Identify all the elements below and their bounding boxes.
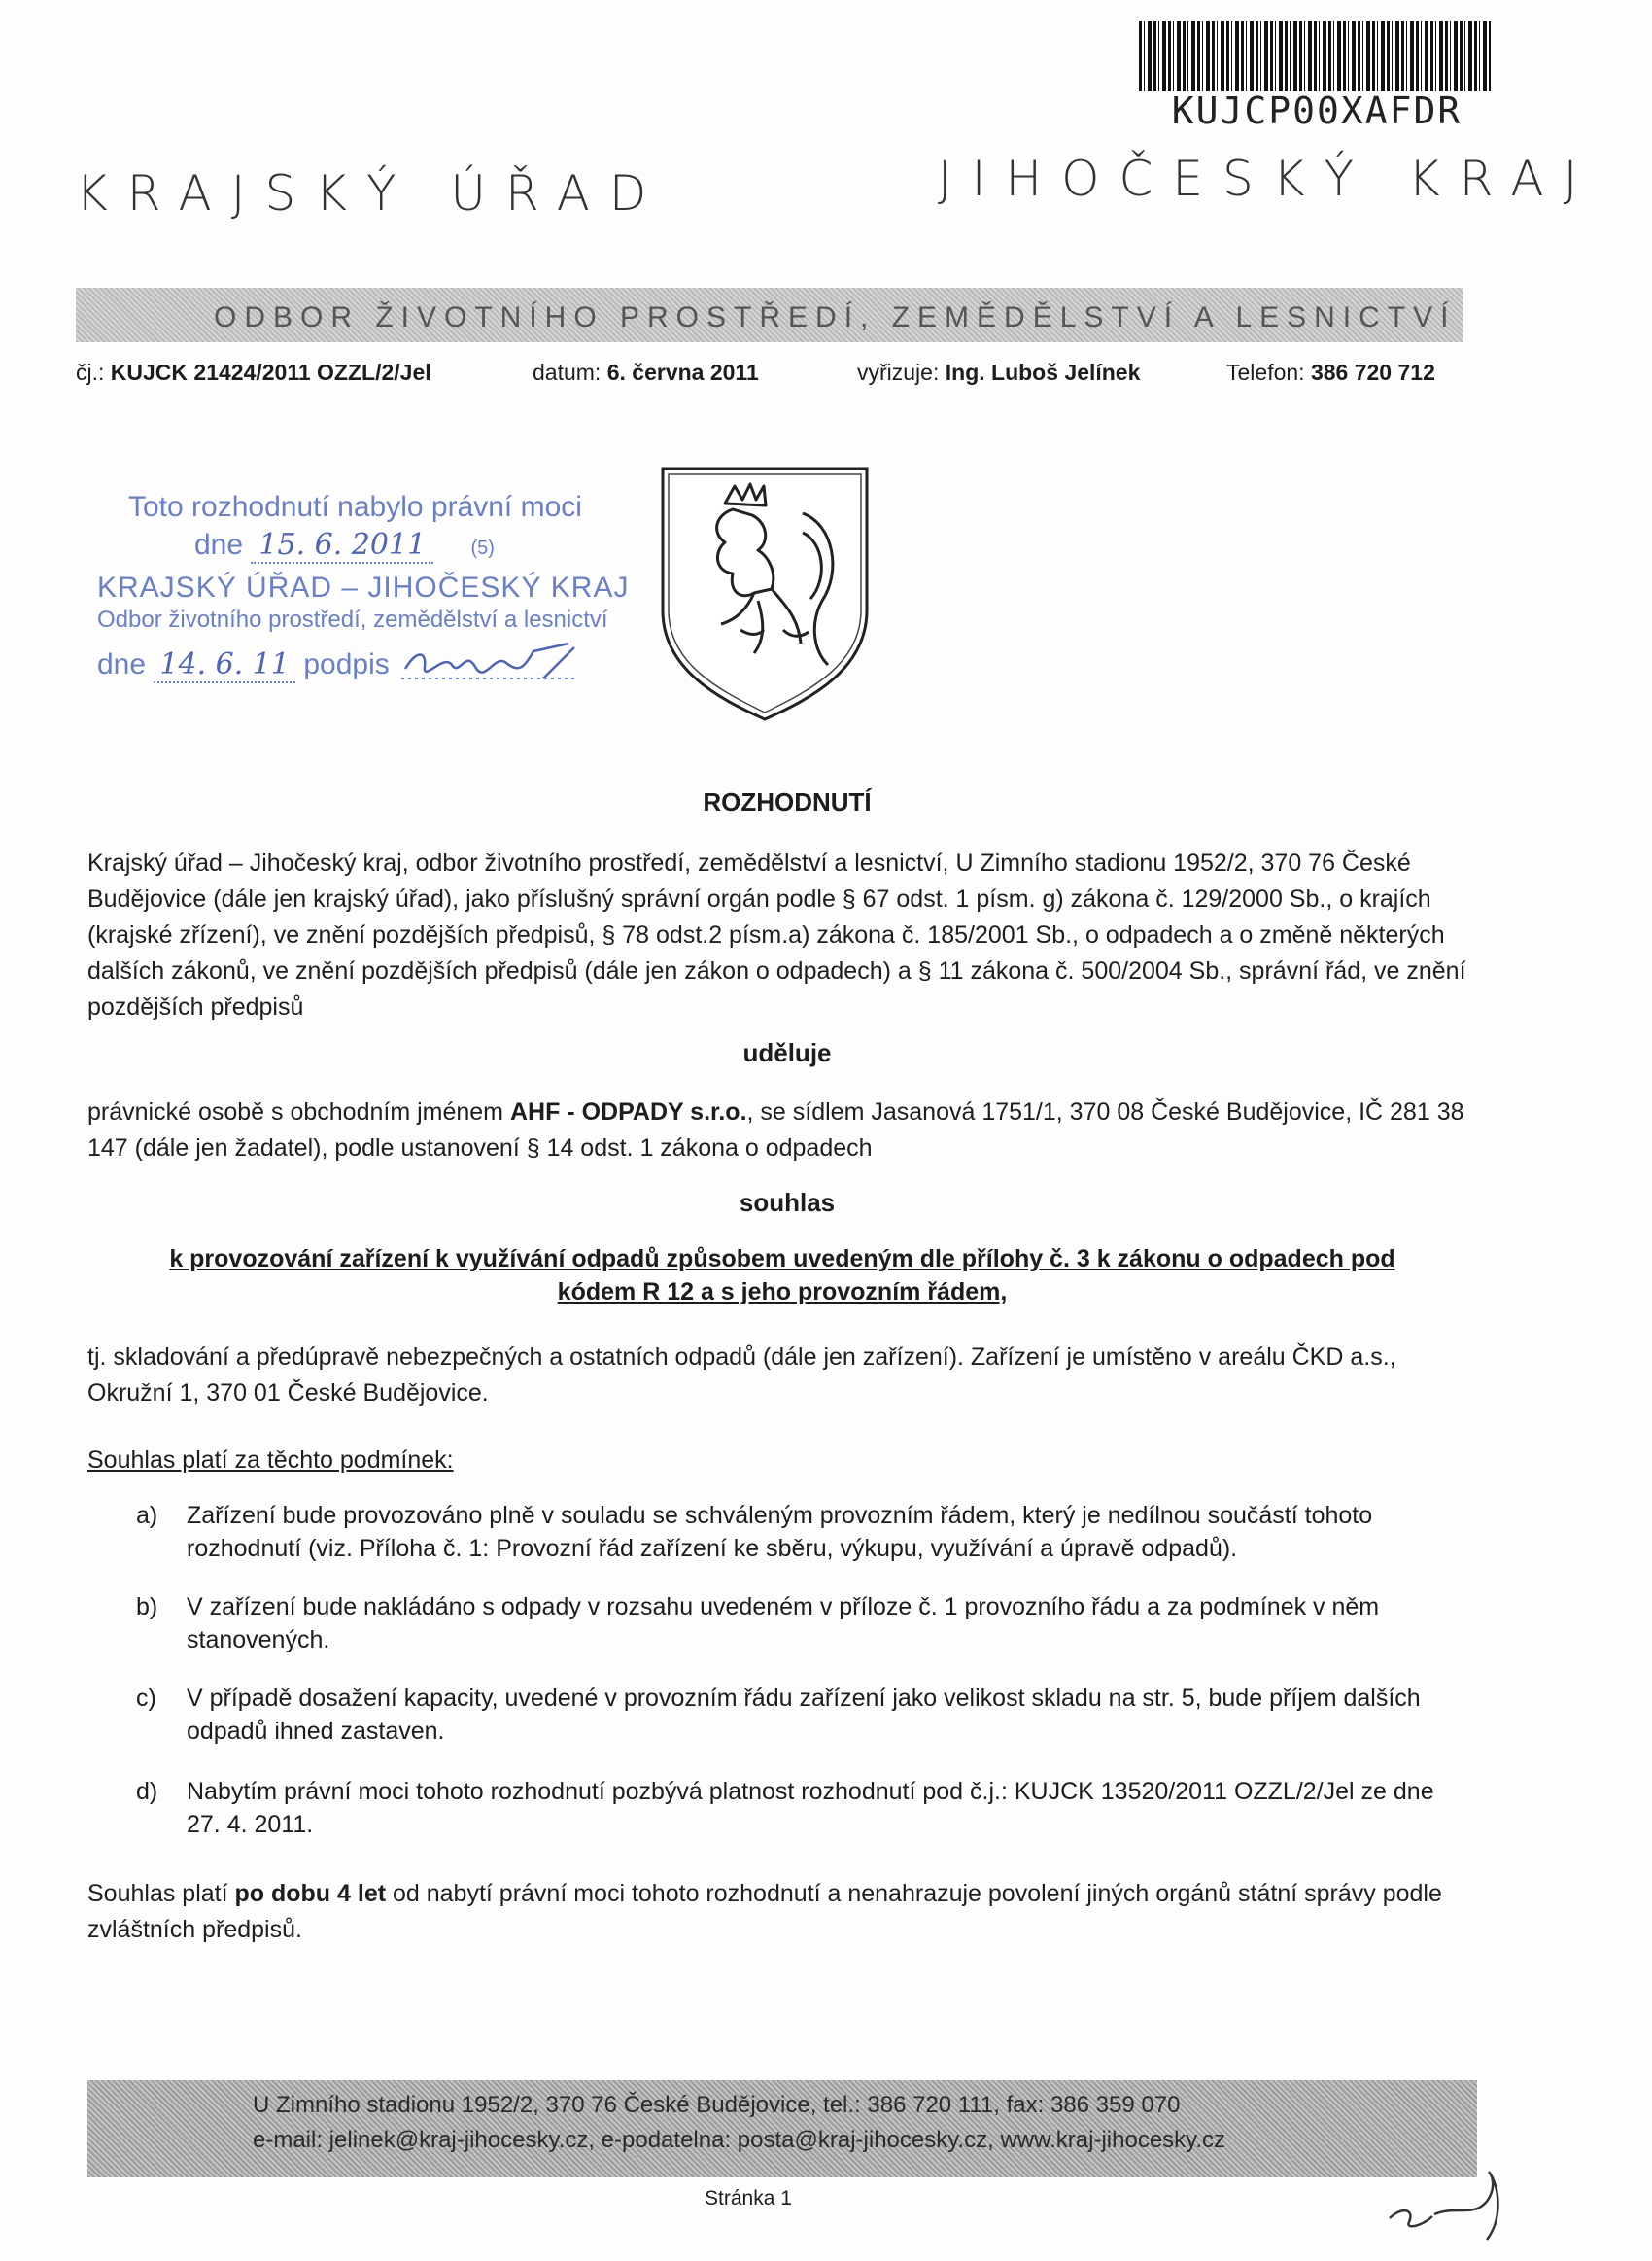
condition-text: Nabytím právní moci tohoto rozhodnutí pozbývá platnost rozhodnutí pod č.j.: KUJCK 13520/2011 OZZL/2/Jel ze dne 27. 4. 2011. [187,1778,1434,1838]
signature-icon [397,640,582,682]
condition-marker: b) [136,1593,158,1620]
stamp-line-2 [194,528,641,562]
reference-label: čj.: [76,360,105,385]
consent-subject-line-2: kódem R 12 a s jeho provozním řádem, [557,1278,1008,1305]
stamp-number: (5) [470,538,495,559]
handler-field [857,360,1140,386]
stamp-line-1: Toto rozhodnutí nabylo právní moci [128,491,582,523]
condition-item [136,1682,1467,1748]
validity-stamp [97,491,641,682]
page-number: Stránka 1 [705,2187,792,2209]
condition-text: V případě dosažení kapacity, uvedené v provozním řádu zařízení jako velikost skladu na str. 5, bude příjem dalších odpadů ihned zastaven. [187,1685,1421,1745]
facility-paragraph: tj. skladování a předúpravě nebezpečných a ostatních odpadů (dále jen zařízení). Zařízení je umístěno v areálu ČKD a.s., Okružní 1, 370 01 České Budějovice. [87,1343,1396,1407]
stamp-date-label: dne [194,529,244,561]
validity-duration: po dobu 4 let [234,1880,387,1907]
validity-prefix: Souhlas platí [87,1880,228,1907]
barcode-code: KUJCP00XAFDR [1171,89,1463,132]
entity-details: , se sídlem Jasanová 1751/1, 370 08 České Budějovice, IČ 281 38 147 (dále jen žadatel), podle ustanovení § 14 odst. 1 zákona o odpadech [87,1098,1464,1162]
stamp-handwritten-date: 15. 6. 2011 [251,528,433,564]
initials-signature-icon [1380,2168,1516,2245]
condition-item [136,1775,1467,1841]
coat-of-arms-icon [657,465,873,723]
stamp-authority: KRAJSKÝ ÚŘAD – JIHOČESKÝ KRAJ [97,572,630,604]
department-name: ODBOR ŽIVOTNÍHO PROSTŘEDÍ, ZEMĚDĚLSTVÍ A LESNICTVÍ [214,301,1457,333]
entity-paragraph [87,1095,1467,1166]
barcode [1139,21,1491,91]
consent-subject [87,1242,1477,1308]
header-region: JIHOČESKÝ KRAJ [938,151,1598,207]
footer-email: e-mail: jelinek@kraj-jihocesky.cz, e-podatelna: posta@kraj-jihocesky.cz, www.kraj-jihocesky.cz [253,2127,1226,2153]
phone-label: Telefon: [1226,360,1305,385]
consent-subject-line-1: k provozování zařízení k využívání odpadů způsobem uvedeným dle přílohy č. 3 k zákonu o odpadech pod [169,1245,1395,1272]
date-value: 6. června 2011 [606,360,759,385]
phone-value: 386 720 712 [1310,360,1435,385]
handler-label: vyřizuje: [857,360,940,385]
conditions-heading: Souhlas platí za těchto podmínek: [87,1446,454,1474]
condition-marker: c) [136,1685,156,1712]
header-authority: KRAJSKÝ ÚŘAD [76,165,667,222]
document-title: ROZHODNUTÍ [703,787,872,817]
condition-text: V zařízení bude nakládáno s odpady v rozsahu uvedeném v příloze č. 1 provozního řádu a za podmínek v něm stanovených. [187,1593,1380,1653]
date-label: datum: [533,360,602,385]
stamp-department: Odbor životního prostředí, zemědělství a lesnictví [97,607,608,633]
stamp-date-label: dne [97,648,147,680]
validity-paragraph [87,1876,1467,1948]
condition-item [136,1499,1467,1565]
condition-item [136,1590,1467,1656]
date-field [533,360,759,386]
condition-text: Zařízení bude provozováno plně v souladu se schváleným provozním řádem, který je nedílnou součástí tohoto rozhodnutí (viz. Příloha č. 1: Provozní řád zařízení ke sběru, výkupu, využívání a úpravě odpadů). [187,1502,1373,1562]
entity-name: AHF - ODPADY s.r.o. [509,1098,747,1126]
validity-suffix: od nabytí právní moci tohoto rozhodnutí a nenahrazuje povolení jiných orgánů státní správy podle zvláštních předpisů. [87,1880,1442,1943]
phone-field [1226,360,1435,386]
condition-marker: a) [136,1502,158,1529]
footer-address: U Zimního stadionu 1952/2, 370 76 České Budějovice, tel.: 386 720 111, fax: 386 359 070 [253,2092,1181,2118]
stamp-line-5 [97,640,641,682]
intro-paragraph: Krajský úřad – Jihočeský kraj, odbor životního prostředí, zemědělství a lesnictví, U Zimního stadionu 1952/2, 370 76 České Budějovice (dále jen krajský úřad), jako příslušný správní orgán podle § 67 odst. 1 písm. g) zákona č. 129/2000 Sb., o krajích (krajské zřízení), ve znění pozdějších předpisů, § 78 odst.2 písm.a) zákona č. 185/2001 Sb., o odpadech a o změně některých dalších zákonů, ve znění pozdějších předpisů (dále jen zákon o odpadech) a § 11 zákona č. 500/2004 Sb., správní řád, ve znění pozdějších předpisů [87,850,1466,1021]
reference-value: KUJCK 21424/2011 OZZL/2/Jel [110,360,431,385]
consent-heading: souhlas [739,1188,836,1217]
footer-contacts [253,2088,1225,2158]
grants-heading: uděluje [742,1038,832,1067]
stamp-handwritten-date: 14. 6. 11 [154,647,295,683]
handler-value: Ing. Luboš Jelínek [945,360,1141,385]
reference-number [76,360,431,386]
entity-prefix: právnické osobě s obchodním jménem [87,1098,504,1126]
stamp-signature-label: podpis [303,648,390,680]
condition-marker: d) [136,1778,158,1805]
